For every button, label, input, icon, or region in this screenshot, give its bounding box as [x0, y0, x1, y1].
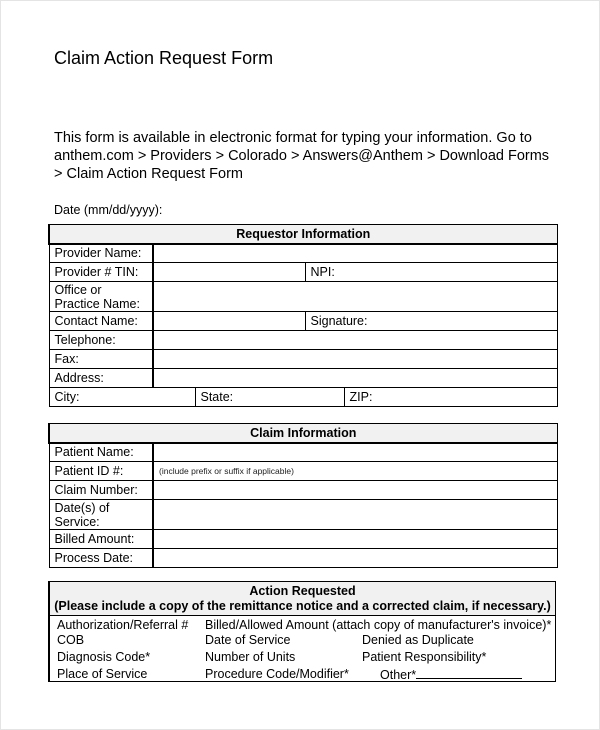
action-item[interactable]: Authorization/Referral #	[57, 618, 189, 632]
tin-label: Provider # TIN:	[49, 263, 153, 282]
other-line-field[interactable]	[416, 667, 522, 679]
dates-field[interactable]	[153, 500, 557, 530]
process-date-field[interactable]	[153, 549, 557, 568]
contact-label: Contact Name:	[49, 312, 153, 331]
requestor-table	[48, 224, 558, 407]
requestor-header: Requestor Information	[49, 225, 557, 244]
telephone-field[interactable]	[153, 331, 557, 350]
action-section	[48, 581, 556, 682]
city-field[interactable]: City:	[49, 388, 195, 407]
patient-name-field[interactable]	[153, 443, 557, 462]
action-item[interactable]: Procedure Code/Modifier*	[205, 667, 349, 681]
signature-field[interactable]: Signature:	[305, 312, 557, 331]
action-item[interactable]: COB	[57, 633, 85, 647]
page-title: Claim Action Request Form	[54, 48, 274, 68]
intro-text: This form is available in electronic format for typing your information. Go to anthem.com > Providers > Colorado > Answers@Anthem > Download Forms > Claim Action Request Form	[54, 130, 550, 182]
provider-name-field[interactable]	[153, 244, 557, 263]
action-item[interactable]: Diagnosis Code*	[57, 650, 151, 664]
action-header	[50, 582, 555, 616]
action-item[interactable]: Number of Units	[205, 650, 296, 664]
telephone-label: Telephone:	[49, 331, 153, 350]
claim-number-label: Claim Number:	[49, 481, 153, 500]
address-field[interactable]	[153, 369, 557, 388]
action-item[interactable]: Patient Responsibility*	[362, 650, 487, 664]
billed-field[interactable]	[153, 530, 557, 549]
date-label[interactable]: Date (mm/dd/yyyy):	[54, 203, 163, 217]
action-item[interactable]: Date of Service	[205, 633, 291, 647]
action-item[interactable]: Billed/Allowed Amount (attach copy of manufacturer's invoice)*	[205, 618, 552, 632]
dates-label: Date(s) of Service:	[49, 500, 153, 530]
npi-field[interactable]: NPI:	[305, 263, 557, 282]
contact-field[interactable]	[153, 312, 305, 331]
claim-number-field[interactable]	[153, 481, 557, 500]
address-label: Address:	[49, 369, 153, 388]
action-item[interactable]: Denied as Duplicate	[362, 633, 474, 647]
fax-label: Fax:	[49, 350, 153, 369]
patient-id-label: Patient ID #:	[49, 462, 153, 481]
tin-field[interactable]	[153, 263, 305, 282]
patient-id-field[interactable]: (include prefix or suffix if applicable)	[153, 462, 557, 481]
action-title: Action Requested	[249, 584, 356, 598]
claim-table	[48, 423, 558, 568]
provider-name-label: Provider Name:	[49, 244, 153, 263]
state-field[interactable]: State:	[195, 388, 344, 407]
other-label: Other*	[380, 668, 417, 682]
office-label: Office or Practice Name:	[49, 282, 153, 312]
action-subtitle: (Please include a copy of the remittance notice and a corrected claim, if necessary.)	[54, 599, 551, 613]
claim-header: Claim Information	[49, 424, 557, 443]
billed-label: Billed Amount:	[49, 530, 153, 549]
action-item[interactable]: Place of Service	[57, 667, 148, 681]
fax-field[interactable]	[153, 350, 557, 369]
process-date-label: Process Date:	[49, 549, 153, 568]
patient-name-label: Patient Name:	[49, 443, 153, 462]
office-field[interactable]	[153, 282, 557, 312]
zip-field[interactable]: ZIP:	[344, 388, 557, 407]
other-item[interactable]	[380, 667, 522, 683]
